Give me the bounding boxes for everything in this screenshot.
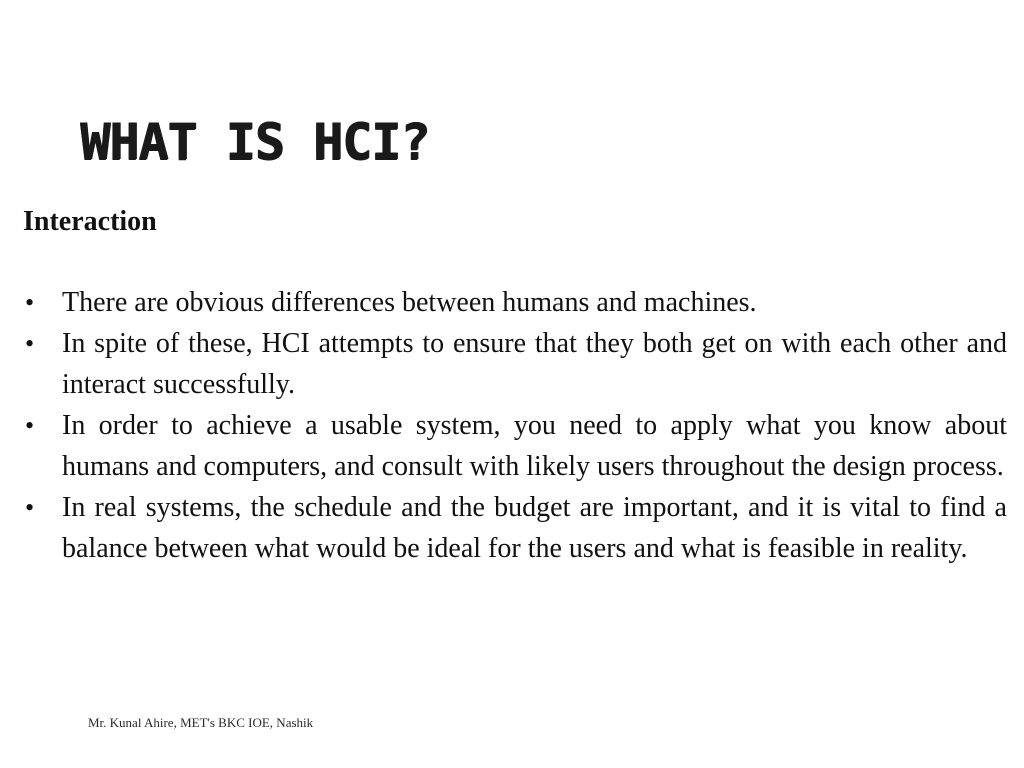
bullet-marker: • xyxy=(25,288,35,317)
bullet-marker: • xyxy=(25,493,35,522)
bullet-marker: • xyxy=(25,411,35,440)
slide-title: WHAT IS HCI? xyxy=(80,113,430,171)
slide-footer: Mr. Kunal Ahire, MET's BKC IOE, Nashik xyxy=(88,715,314,730)
bullet-item xyxy=(23,282,1007,323)
bullet-list xyxy=(23,282,1007,569)
slide-subheading: Interaction xyxy=(23,206,157,237)
bullet-text: In order to achieve a usable system, you need to apply what you know about humans and computers, and consult with likely users throughout the design process. xyxy=(62,410,1007,482)
bullet-marker: • xyxy=(25,329,35,358)
bullet-item xyxy=(23,323,1007,405)
bullet-text: In real systems, the schedule and the budget are important, and it is vital to find a balance between what would be ideal for the users and what is feasible in reality. xyxy=(62,492,1007,564)
bullet-text: There are obvious differences between humans and machines. xyxy=(62,287,757,318)
bullet-text: In spite of these, HCI attempts to ensure that they both get on with each other and interact successfully. xyxy=(62,328,1007,400)
bullet-item xyxy=(23,405,1007,487)
bullet-item xyxy=(23,487,1007,569)
